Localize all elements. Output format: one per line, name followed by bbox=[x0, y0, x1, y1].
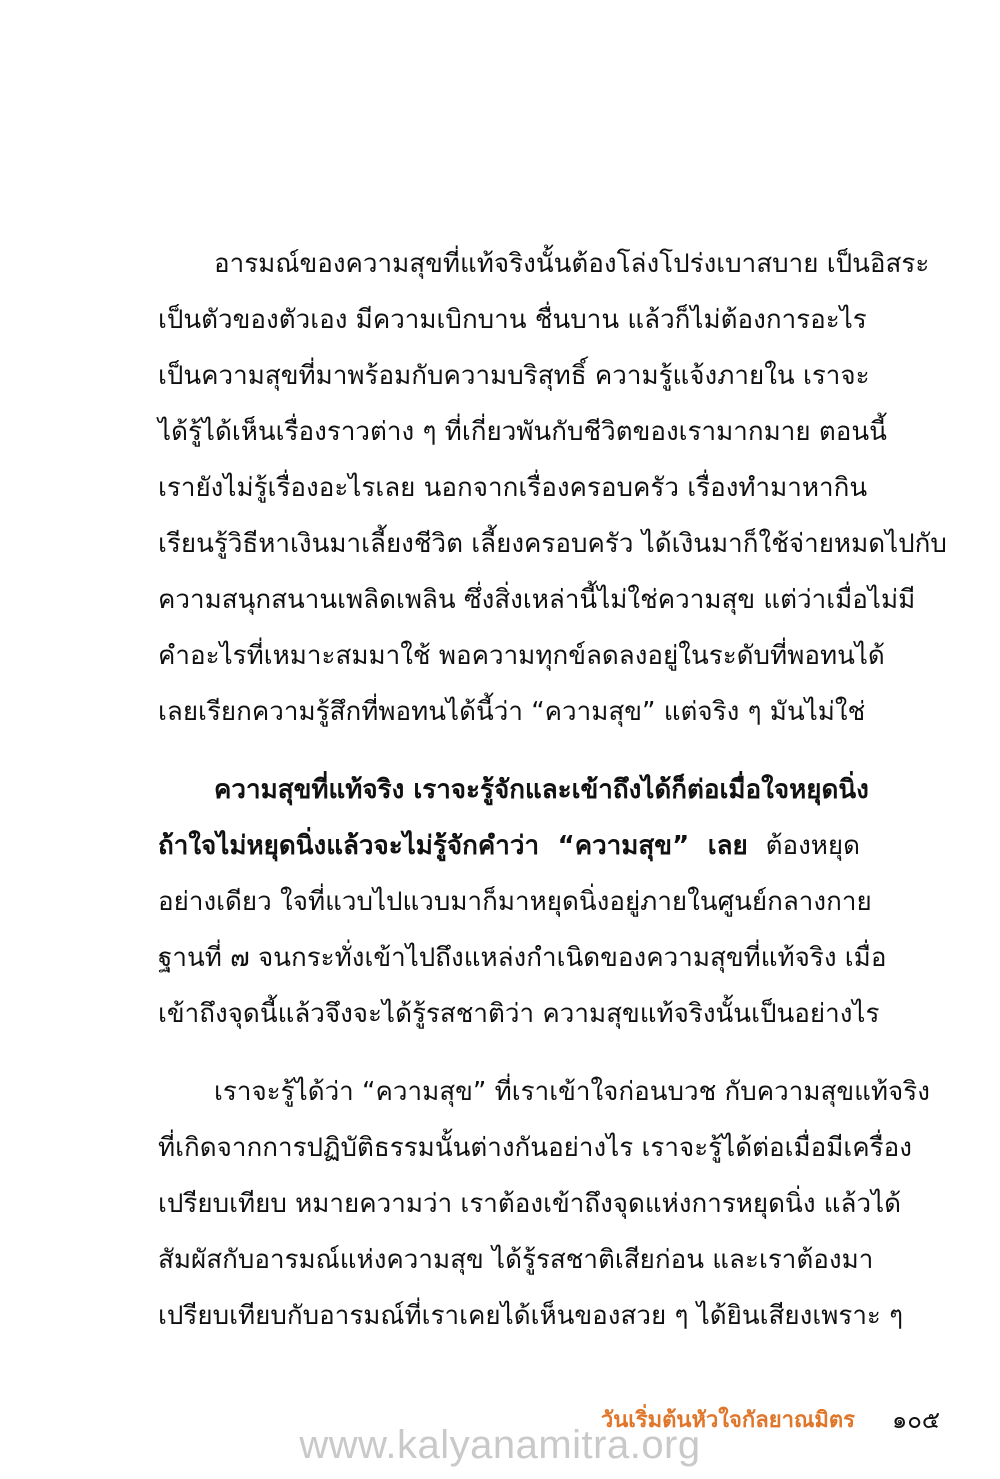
paragraph-3-line: เปรียบเทียบกับอารมณ์ที่เราเคยได้เห็นของสวย ๆ ได้ยินเสียงเพราะ ๆ bbox=[158, 1301, 904, 1331]
paragraph-1-line: อารมณ์ของความสุขที่แท้จริงนั้นต้องโล่งโปร่งเบาสบาย เป็นอิสระ bbox=[214, 249, 930, 279]
paragraph-2-bold-phrase: ถ้าใจไม่หยุดนิ่งแล้วจะไม่รู้จักคำว่า “ความสุข” เลย bbox=[158, 831, 748, 861]
paragraph-3-line: เปรียบเทียบ หมายความว่า เราต้องเข้าถึงจุดแห่งการหยุดนิ่ง แล้วได้ bbox=[158, 1189, 902, 1219]
paragraph-2 bbox=[158, 762, 887, 1042]
paragraph-3-line: ที่เกิดจากการปฏิบัติธรรมนั้นต่างกันอย่างไร เราจะรู้ได้ต่อเมื่อมีเครื่อง bbox=[158, 1133, 912, 1163]
paragraph-1-line: ความสนุกสนานเพลิดเพลิน ซึ่งสิ่งเหล่านี้ไม่ใช่ความสุข แต่ว่าเมื่อไม่มี bbox=[158, 585, 916, 615]
paragraph-2-line-rest: ต้องหยุด bbox=[765, 831, 861, 861]
paragraph-2-line: อย่างเดียว ใจที่แวบไปแวบมาก็มาหยุดนิ่งอยู่ภายในศูนย์กลางกาย bbox=[158, 887, 872, 917]
paragraph-1-line: เรียนรู้วิธีหาเงินมาเลี้ยงชีวิต เลี้ยงครอบครัว ได้เงินมาก็ใช้จ่ายหมดไปกับ bbox=[158, 529, 947, 559]
paragraph-1-line: เป็นความสุขที่มาพร้อมกับความบริสุทธิ์ ความรู้แจ้งภายใน เราจะ bbox=[158, 361, 870, 391]
paragraph-1-line: เป็นตัวของตัวเอง มีความเบิกบาน ชื่นบาน แล้วก็ไม่ต้องการอะไร bbox=[158, 305, 867, 335]
footer-book-title: วันเริ่มต้นหัวใจกัลยาณมิตร bbox=[600, 1408, 855, 1433]
paragraph-3-line: เราจะรู้ได้ว่า “ความสุข” ที่เราเข้าใจก่อนบวช กับความสุขแท้จริง bbox=[214, 1077, 930, 1107]
paragraph-3-line: สัมผัสกับอารมณ์แห่งความสุข ได้รู้รสชาติเสียก่อน และเราต้องมา bbox=[158, 1245, 874, 1275]
page-body bbox=[158, 236, 947, 1344]
paragraph-1-line: คำอะไรที่เหมาะสมมาใช้ พอความทุกข์ลดลงอยู่ในระดับที่พอทนได้ bbox=[158, 641, 885, 671]
paragraph-1-line: ได้รู้ได้เห็นเรื่องราวต่าง ๆ ที่เกี่ยวพันกับชีวิตของเรามากมาย ตอนนี้ bbox=[158, 417, 887, 447]
paragraph-1 bbox=[158, 236, 947, 740]
paragraph-3 bbox=[158, 1064, 930, 1344]
page-number: ๑๐๕ bbox=[891, 1406, 940, 1434]
paragraph-2-bold-line: ความสุขที่แท้จริง เราจะรู้จักและเข้าถึงได้ก็ต่อเมื่อใจหยุดนิ่ง bbox=[214, 775, 869, 805]
paragraph-2-line: เข้าถึงจุดนี้แล้วจึงจะได้รู้รสชาติว่า ความสุขแท้จริงนั้นเป็นอย่างไร bbox=[158, 999, 880, 1029]
paragraph-2-line: ฐานที่ ๗ จนกระทั่งเข้าไปถึงแหล่งกำเนิดของความสุขที่แท้จริง เมื่อ bbox=[158, 943, 887, 973]
watermark-url: www.kalyanamitra.org bbox=[299, 1423, 701, 1467]
paragraph-2-mixed-line bbox=[158, 818, 860, 874]
paragraph-1-line: เรายังไม่รู้เรื่องอะไรเลย นอกจากเรื่องครอบครัว เรื่องทำมาหากิน bbox=[158, 473, 868, 503]
paragraph-1-line: เลยเรียกความรู้สึกที่พอทนได้นี้ว่า “ความสุข” แต่จริง ๆ มันไม่ใช่ bbox=[158, 697, 866, 727]
